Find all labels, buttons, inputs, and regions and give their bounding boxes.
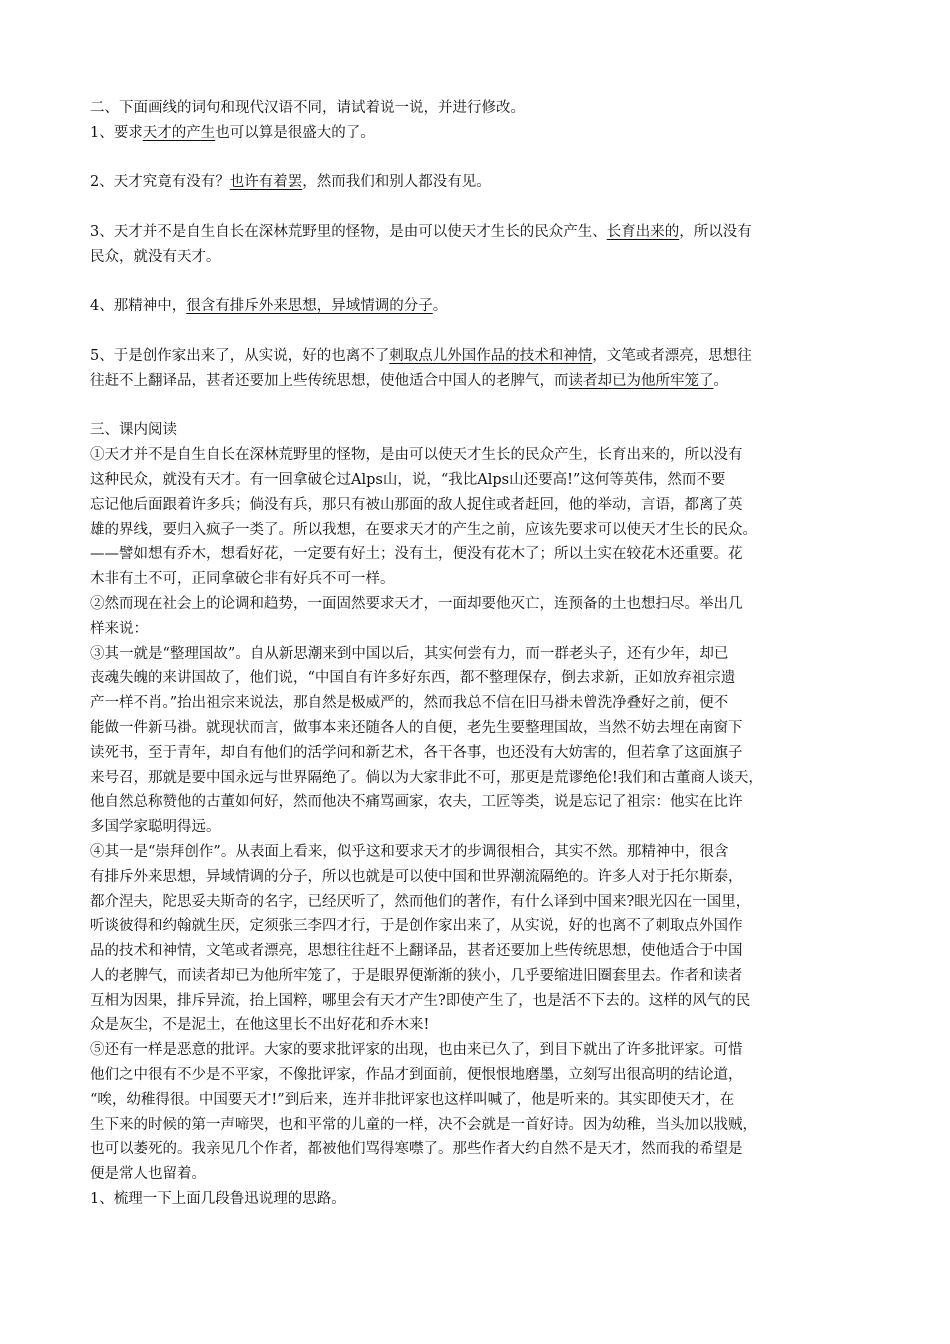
passage-line: 来号召，那就是要中国永远与世界隔绝了。倘以为大家非此不可，那更是荒谬绝伦!我们和古董商人谈天， (90, 769, 763, 786)
passage-line: 他们之中很有不少是不平家，不像批评家，作品才到面前，便恨恨地磨墨，立刻写出很高明的结论道， (90, 1067, 743, 1084)
passage-line: 木非有土不可，正同拿破仑非有好兵不可一样。 (90, 571, 395, 588)
underlined-phrase: 也许有着罢 (229, 174, 303, 191)
underlined-phrase: 读者却已为他所牢笼了 (568, 372, 714, 389)
passage-line: 产一样不肖。”抬出祖宗来说法，那自然是极威严的，然而我总不信在旧马褂未曾洗净叠好之前，便不 (90, 695, 729, 712)
passage-line: 互相为因果，排斥异流，抬上国粹，哪里会有天才产生?即使产生了，也是活不下去的。这样的风气的民 (90, 992, 751, 1009)
section2-heading: 二、下面画线的词句和现代汉语不同，请试着说一说，并进行修改。 (90, 100, 525, 116)
passage-line: ——譬如想有乔木，想看好花，一定要有好土；没有土，便没有花木了；所以土实在较花木还重要。花 (90, 546, 743, 563)
passage-line: 生下来的时候的第一声啼哭，也和平常的儿童的一样，决不会就是一首好诗。因为幼稚，当头加以戕贼， (90, 1116, 757, 1133)
document-page (90, 96, 880, 1212)
passage-line: 众是灰尘，不是泥土，在他这里长不出好花和乔木来! (90, 1017, 430, 1034)
passage-line: ⑤还有一样是恶意的批评。大家的要求批评家的出现，也由来已久了，到目下就出了许多批评家。可惜 (90, 1042, 743, 1059)
section3-heading: 三、课内阅读 (90, 422, 177, 439)
passage-line: 品的技术和神情，文笔或者漂亮，思想往往赶不上翻译品，甚者还要加上些传统思想，使他适合于中国 (90, 943, 743, 960)
passage-line: 便是常人也留着。 (90, 1166, 206, 1183)
passage-line: 样来说： (90, 620, 148, 637)
passage-line: 都介涅夫，陀思妥夫斯奇的名字，已经厌听了，然而他们的著作，有什么译到中国来?眼光囚在一国里， (90, 893, 751, 910)
passage-line: 能做一件新马褂。就现状而言，做事本来还随各人的自便，老先生要整理国故，当然不妨去埋在南窗下 (90, 719, 743, 736)
passage-line: 忘记他后面跟着许多兵；倘没有兵，那只有被山那面的敌人捉住或者赶回，他的举动，言语，都离了英 (90, 496, 743, 513)
underlined-phrase: 天才的产生 (142, 124, 216, 141)
question-1: 1、要求天才的产生也可以算是很盛大的了。 (90, 124, 375, 141)
question-3: 3、天才并不是自生自长在深林荒野里的怪物，是由可以使天才生长的民众产生、长育出来的，所以没有 民众，就没有天才。 (90, 223, 752, 265)
passage-line: ①天才并不是自生自长在深林荒野里的怪物，是由可以使天才生长的民众产生，长育出来的，所以没有 (90, 447, 743, 464)
passage-line: 他自然总称赞他的古董如何好，然而他决不痛骂画家，农夫，工匠等类，说是忘记了祖宗：他实在比许 (90, 794, 743, 811)
passage-line: 雄的界线，要归入疯子一类了。所以我想，在要求天才的产生之前，应该先要求可以使天才生长的民众。 (90, 521, 757, 538)
passage-line: 多国学家聪明得远。 (90, 819, 221, 836)
reading-passage (90, 443, 880, 1187)
passage-line: “唉，幼稚得很。中国要天才!”到后来，连并非批评家也这样叫喊了，他是听来的。其实即使天才，在 (90, 1091, 735, 1108)
question-4: 4、那精神中，很含有排斥外来思想，异域情调的分子。 (90, 298, 448, 315)
passage-line: 这种民众，就没有天才。有一回拿破仑过Alps山，说，“我比Alps山还要高!”这何等英伟，然而不要 (90, 471, 726, 488)
underlined-phrase: 长育出来的 (606, 223, 680, 240)
question-2: 2、天才究竟有没有？也许有着罢，然而我们和别人都没有见。 (90, 174, 491, 191)
passage-line: 人的老脾气，而读者却已为他所牢笼了，于是眼界便渐渐的狭小，几乎要缩进旧圈套里去。作者和读者 (90, 967, 743, 984)
question-5: 5、于是创作家出来了，从实说，好的也离不了刺取点儿外国作品的技术和神情，文笔或者漂亮，思想往 往赶不上翻译品，甚者还要加上些传统思想，使他适合中国人的老脾气，而读者却已为他所牢笼了。 (90, 347, 752, 389)
passage-line: ②然而现在社会上的论调和趋势，一面固然要求天才，一面却要他灭亡，连预备的土也想扫尽。举出几 (90, 595, 743, 612)
underlined-phrase: 很含有排斥外来思想，异域情调的分子 (186, 298, 433, 315)
passage-line: ③其一就是“整理国故”。自从新思潮来到中国以后，其实何尝有力，而一群老头子，还有少年，却已 (90, 645, 729, 662)
passage-line: 听谈彼得和约翰就生厌，定须张三李四才行，于是创作家出来了，从实说，好的也离不了刺取点外国作 (90, 918, 743, 935)
passage-line: 有排斥外来思想，异域情调的分子，所以也就是可以使中国和世界潮流隔绝的。许多人对于托尔斯泰， (90, 868, 743, 885)
underlined-phrase: 刺取点儿外国作品的技术和神情 (389, 347, 593, 364)
passage-line: 也可以萎死的。我亲见几个作者，都被他们骂得寒噤了。那些作者大约自然不是天才，然而我的希望是 (90, 1141, 743, 1158)
reading-question-1: 1、梳理一下上面几段鲁迅说理的思路。 (90, 1191, 346, 1208)
passage-line: 丧魂失魄的来讲国故了，他们说，“中国自有许多好东西，都不整理保存，倒去求新，正如放弃祖宗遗 (90, 670, 736, 687)
passage-line: 读死书，至于青年，却自有他们的活学问和新艺术，各干各事，也还没有大妨害的，但若拿了这面旗子 (90, 744, 743, 761)
passage-line: ④其一是“崇拜创作”。从表面上看来，似乎这和要求天才的步调很相合，其实不然。那精神中，很含 (90, 843, 729, 860)
